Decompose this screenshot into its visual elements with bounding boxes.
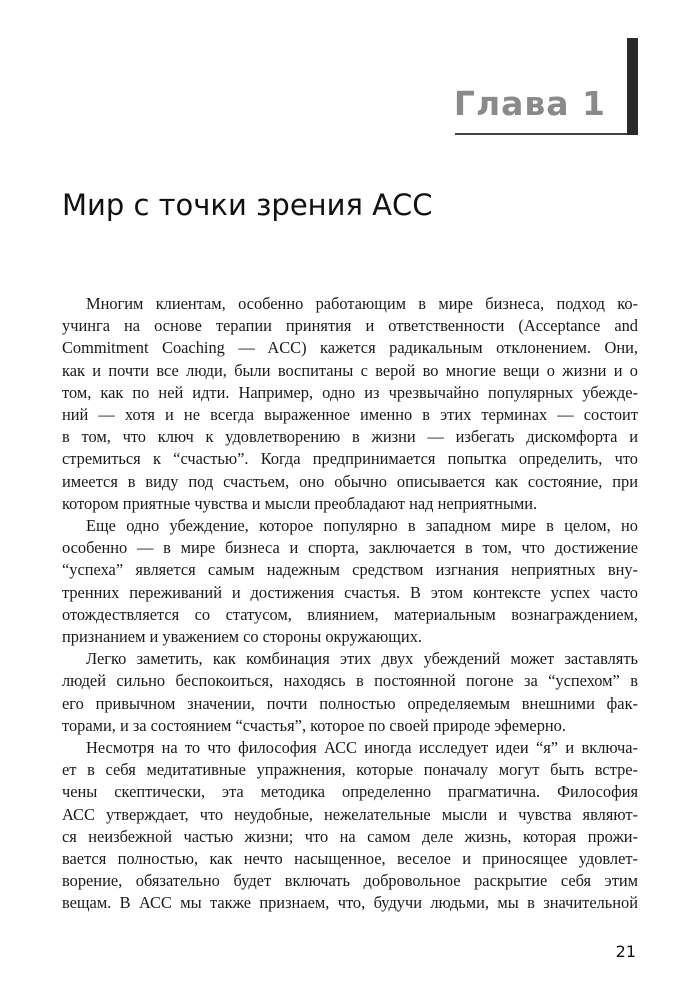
text-line: ний — хотя и не всегда выраженное именно в этих терминах — состоит [62,405,638,425]
text-line: стремиться к “счастью”. Когда предпринимается попытка определить, что [62,449,638,469]
text-line: вещам. В АСС мы также признаем, что, будучи людьми, мы в значительной [62,893,638,913]
text-line: АСС утверждает, что неудобные, нежелательные мысли и чувства являют- [62,804,638,824]
text-line: Commitment Coaching — ACC) кажется радикальным отклонением. Они, [62,338,638,358]
text-line: Несмотря на то что философия АСС иногда исследует идеи “я” и включа- [86,738,638,758]
text-line: ворение, обязательно будет включать добровольное раскрытие себя этим [62,871,638,891]
text-line: его привычном значении, почти полностью определяемым внешними фак- [62,693,638,713]
body-text [62,293,638,915]
text-line: ся неизбежной частью жизни; что на самом деле жизнь, которая прожи- [62,826,638,846]
text-line: особенно — в мире бизнеса и спорта, заключается в том, что достижение [62,538,638,558]
text-line: тренних переживаний и достижения счастья. В этом контексте успех часто [62,582,638,602]
text-line: ет в себя медитативные упражнения, которые поначалу могут быть встре- [62,760,638,780]
page-number: 21 [615,942,636,961]
text-line: отождествляется со статусом, влиянием, материальным вознаграждением, [62,604,638,624]
chapter-bar [627,38,638,135]
chapter-label: Глава 1 [453,84,606,123]
text-line: вается полностью, как нечто насыщенное, веселое и приносящее удовлет- [62,849,638,869]
text-line: признанием и уважением со стороны окружающих. [62,627,422,647]
text-line: торами, и за состоянием “счастья”, которое по своей природе эфемерно. [62,715,566,735]
chapter-rule [455,133,627,135]
text-line: в том, что ключ к удовлетворению в жизни — избегать дискомфорта и [62,427,638,447]
text-line: Многим клиентам, особенно работающим в мире бизнеса, подход ко- [86,294,638,313]
text-line: Легко заметить, как комбинация этих двух убеждений может заставлять [86,649,638,669]
text-line: как и почти все люди, были воспитаны с верой во многие вещи о жизни и о [62,360,638,380]
text-line: “успеха” является самым надежным средством изгнания неприятных вну- [62,560,638,580]
text-line: Еще одно убеждение, которое популярно в западном мире в целом, но [86,516,638,536]
text-line: имеется в виду под счастьем, оно обычно описывается как состояние, при [62,471,638,491]
text-line: том, как по ней идти. Например, одно из чрезвычайно популярных убежде- [62,382,638,402]
text-line: котором приятные чувства и мысли преобладают над неприятными. [62,493,538,513]
text-line: учинга на основе терапии принятия и ответственности (Acceptance and [62,316,638,336]
text-line: людей сильно беспокоиться, находясь в постоянной погоне за “успехом” в [62,671,638,691]
text-line: чены скептически, эта методика определенно прагматична. Философия [62,782,638,802]
chapter-title: Мир с точки зрения АСС [62,188,433,222]
